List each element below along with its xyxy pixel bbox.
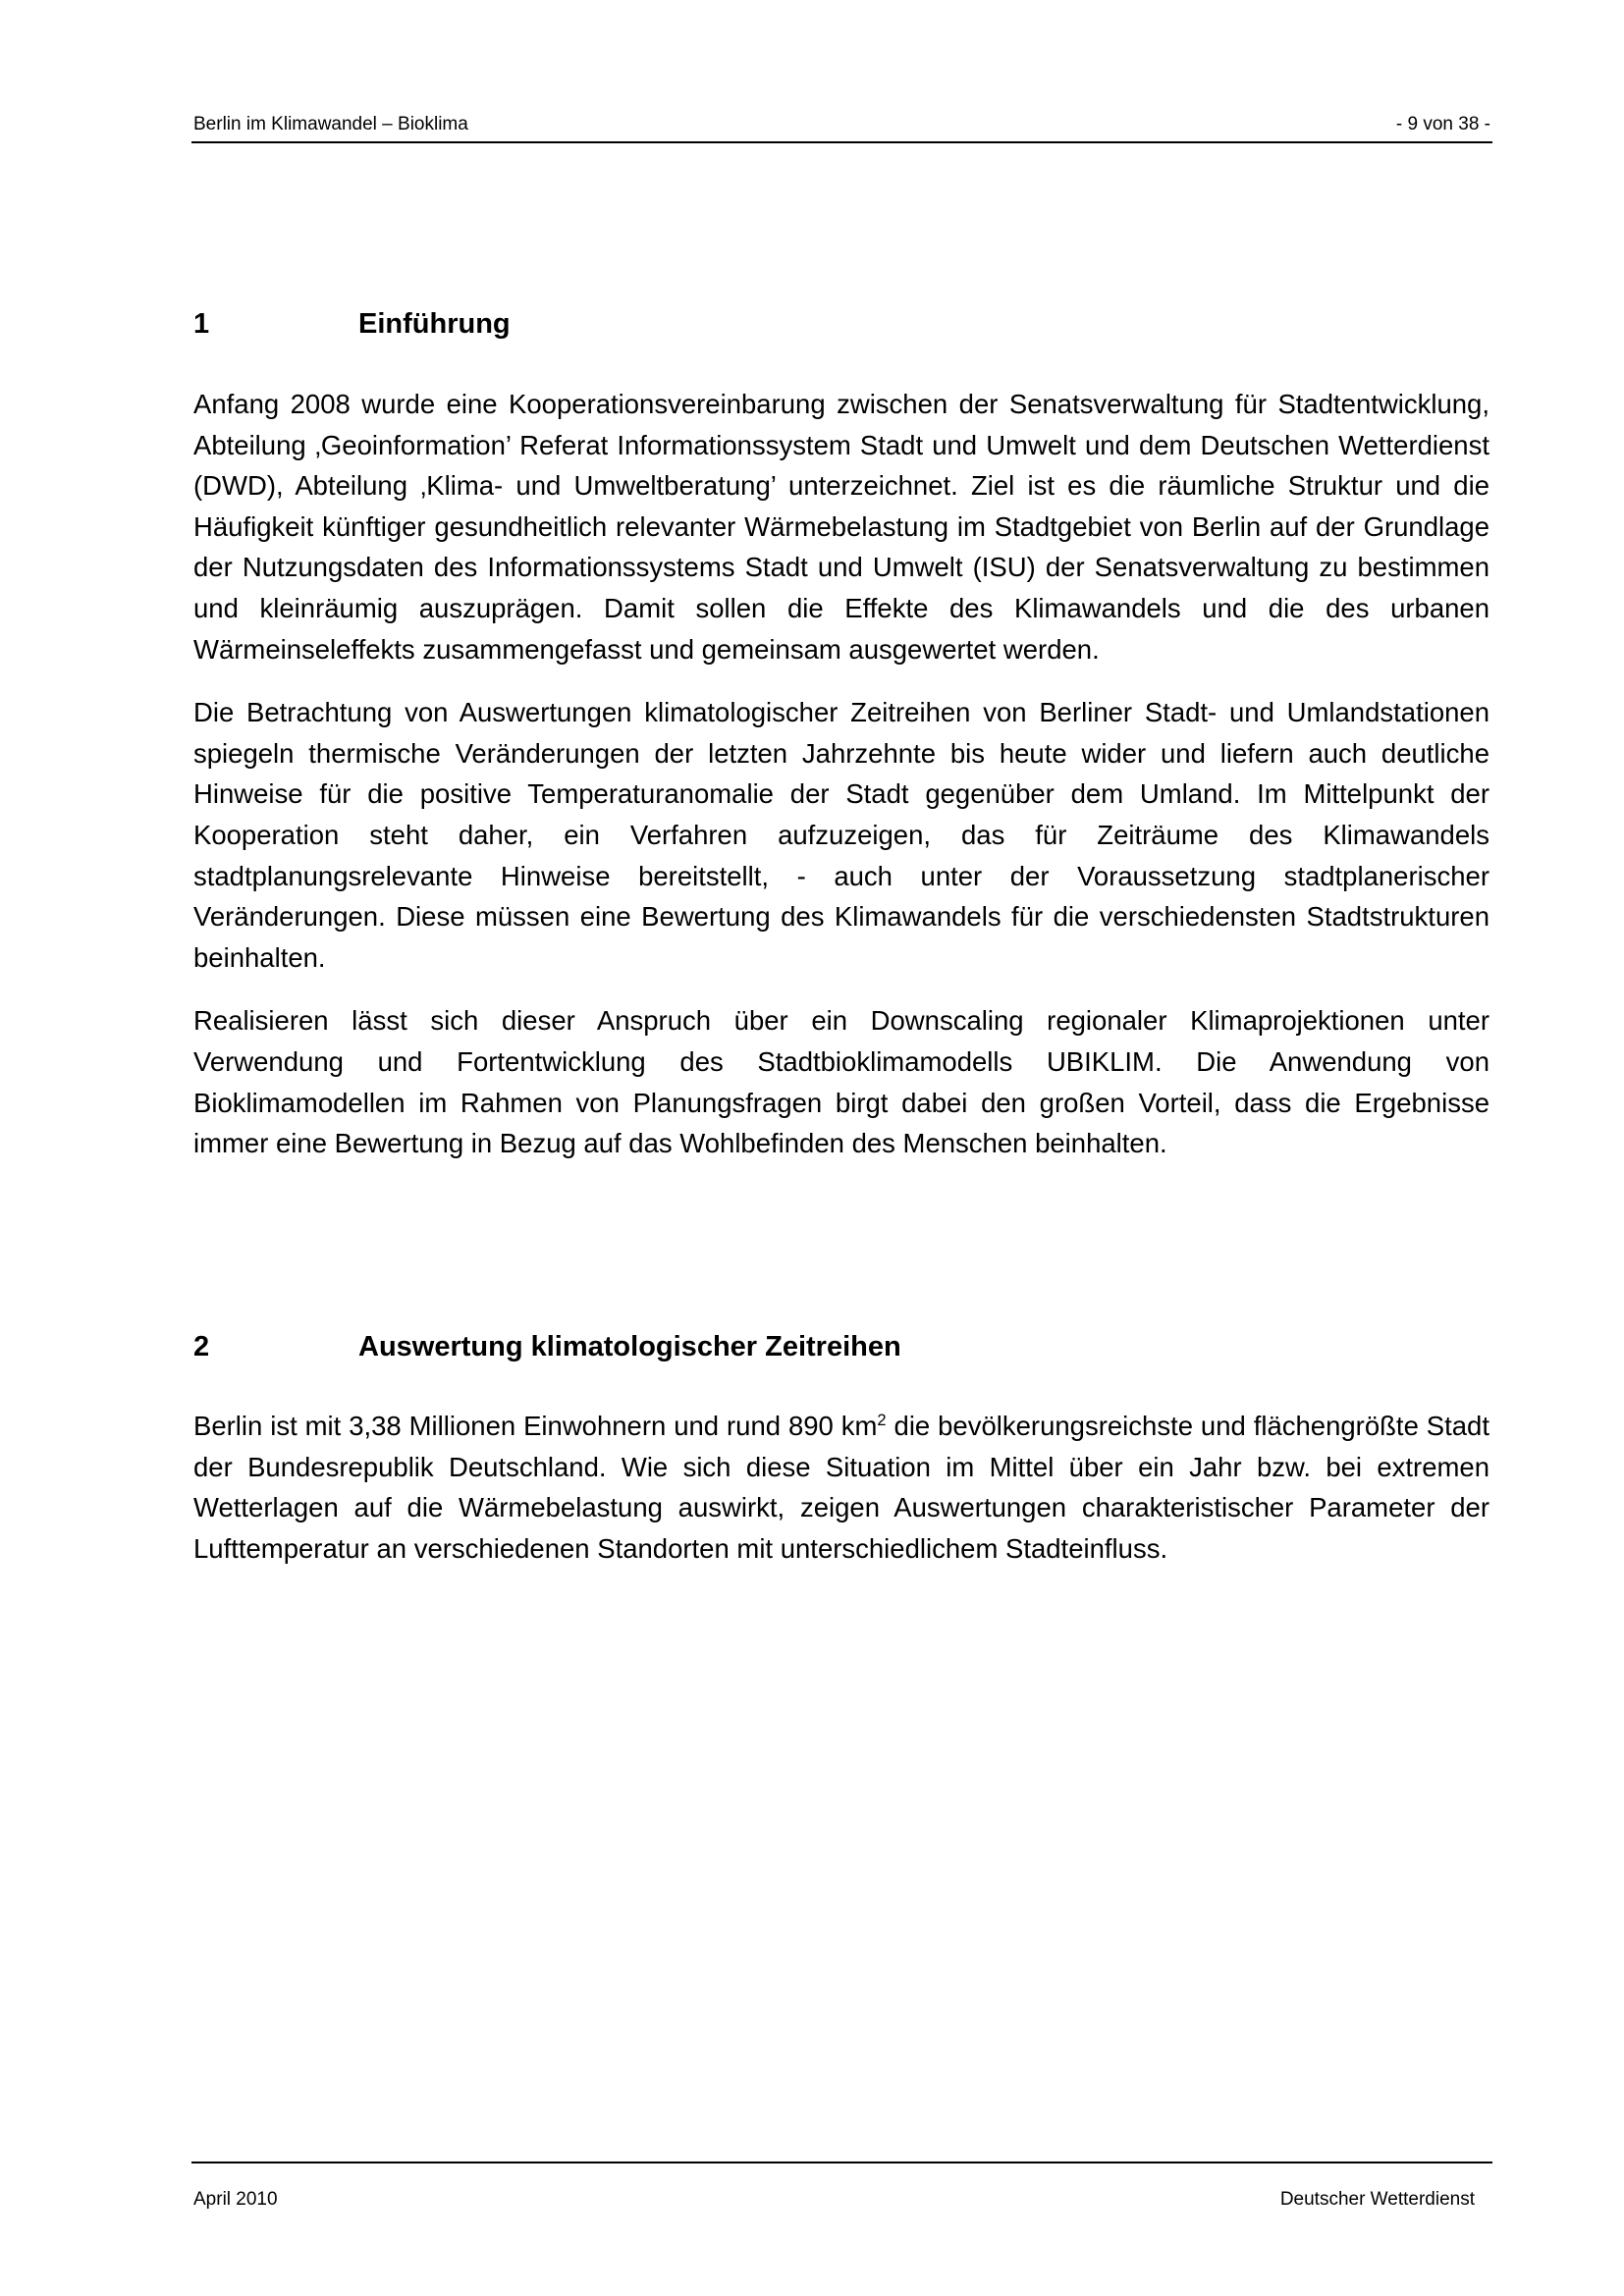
section-2-paragraph-text-b: die bevölkerungsreichste und flächengrößte Stadt der Bundesrepublik Deutschland. Wie sich diese Situation im Mittel über ein Jahr bzw. bei extremen Wetterlagen auf die Wärmebelastung auswirkt, zeigen Auswertungen charakteristischer Parameter der Lufttemperatur an verschiedenen Standorten mit unterschiedlichem Stadteinfluss.: [193, 1411, 1489, 1564]
section-1-number: 1: [193, 308, 210, 340]
section-2-title: Auswertung klimatologischer Zeitreihen: [358, 1331, 901, 1362]
section-1-heading: [193, 307, 511, 341]
section-2-paragraph-text-a: Berlin ist mit 3,38 Millionen Einwohnern und rund 890 km: [193, 1411, 878, 1441]
page-footer: [191, 2162, 1492, 2210]
footer-publisher: Deutscher Wetterdienst: [1279, 2189, 1475, 2210]
superscript-squared: 2: [877, 1411, 887, 1429]
section-2-paragraph-1: [193, 1406, 1489, 1569]
section-2-heading: [193, 1330, 901, 1363]
section-1-title: Einführung: [358, 308, 511, 340]
section-2-number: 2: [193, 1331, 210, 1362]
section-1-paragraph-2: Die Betrachtung von Auswertungen klimatologischer Zeitreihen von Berliner Stadt- und Umlandstationen spiegeln thermische Veränderungen der letzten Jahrzehnte bis heute wider und liefern auch deutliche Hinweise für die positive Temperaturanomalie der Stadt gegenüber dem Umland. Im Mittelpunkt der Kooperation steht daher, ein Verfahren aufzuzeigen, das für Zeiträume des Klimawandels stadtplanungsrelevante Hinweise bereitstellt, - auch unter der Voraussetzung stadtplanerischer Veränderungen. Diese müssen eine Bewertung des Klimawandels für die verschiedensten Stadtstrukturen beinhalten.: [193, 697, 1489, 973]
header-document-title: Berlin im Klimawandel – Bioklima: [193, 114, 468, 134]
section-1-body: [193, 384, 1489, 1187]
footer-date: April 2010: [193, 2189, 278, 2210]
section-2-body: [193, 1406, 1489, 1591]
page-header: [191, 114, 1492, 143]
section-1-paragraph-1: Anfang 2008 wurde eine Kooperationsvereinbarung zwischen der Senatsverwaltung für Stadtentwicklung, Abteilung ‚Geoinformation’ Referat Informationssystem Stadt und Umwelt und dem Deutschen Wetterdienst (DWD), Abteilung ‚Klima- und Umweltberatung’ unterzeichnet. Ziel ist es die räumliche Struktur und die Häufigkeit künftiger gesundheitlich relevanter Wärmebelastung im Stadtgebiet von Berlin auf der Grundlage der Nutzungsdaten des Informationssystems Stadt und Umwelt (ISU) der Senatsverwaltung zu bestimmen und kleinräumig auszuprägen. Damit sollen die Effekte des Klimawandels und die des urbanen Wärmeinseleffekts zusammengefasst und gemeinsam ausgewertet werden.: [193, 389, 1489, 665]
section-1-paragraph-3: Realisieren lässt sich dieser Anspruch über ein Downscaling regionaler Klimaprojektionen unter Verwendung und Fortentwicklung des Stadtbioklimamodells UBIKLIM. Die Anwendung von Bioklimamodellen im Rahmen von Planungsfragen birgt dabei den großen Vorteil, dass die Ergebnisse immer eine Bewertung in Bezug auf das Wohlbefinden des Menschen beinhalten.: [193, 1005, 1489, 1159]
header-page-number: - 9 von 38 -: [1395, 114, 1490, 134]
